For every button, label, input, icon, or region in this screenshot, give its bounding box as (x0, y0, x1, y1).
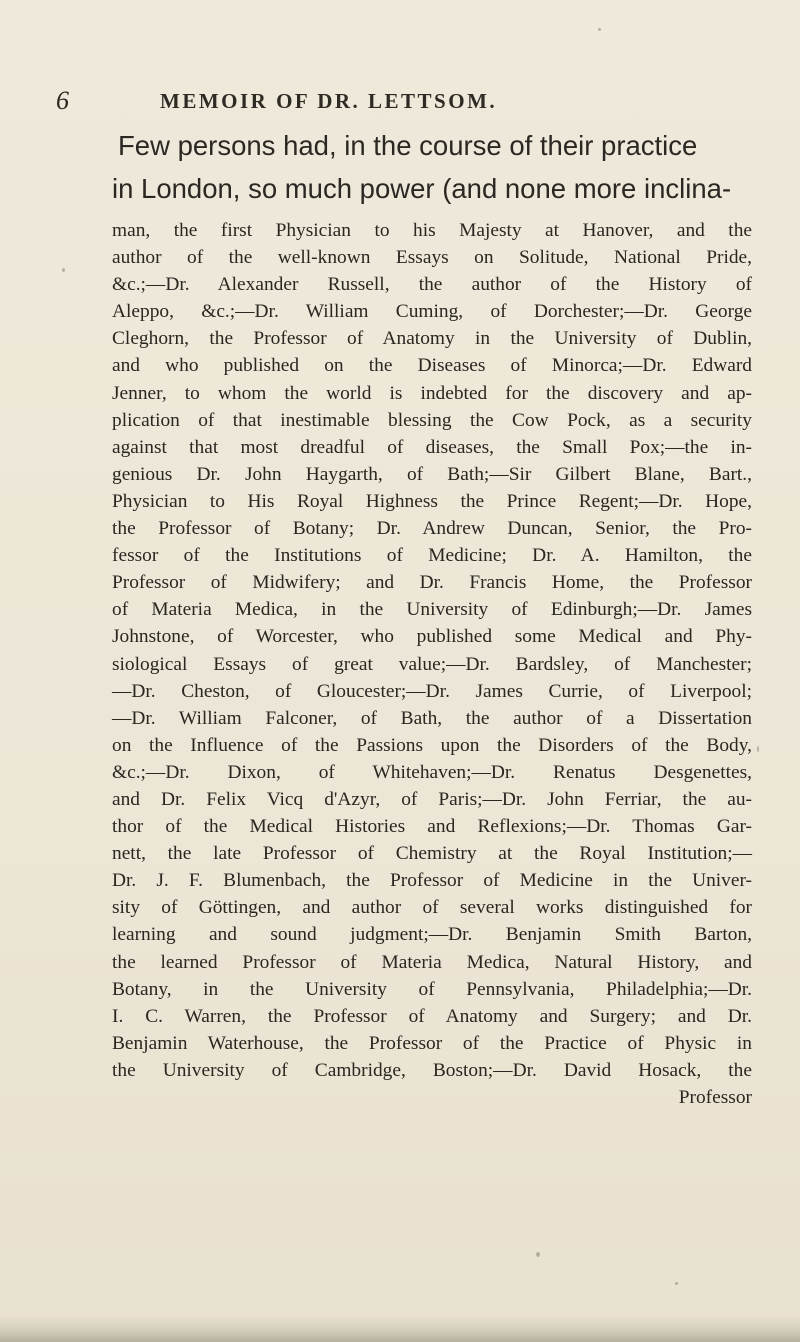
text-line: thor of the Medical Histories and Reflexions;—Dr. Thomas Gar- (112, 816, 752, 838)
text-line: —Dr. Cheston, of Gloucester;—Dr. James Currie, of Liverpool; (112, 680, 752, 702)
paper-speck (536, 1252, 540, 1257)
text-line: Professor of Midwifery; and Dr. Francis Home, the Professor (112, 572, 752, 594)
paper-speck (598, 28, 601, 31)
text-line: Dr. J. F. Blumenbach, the Professor of Medicine in the Univer- (112, 870, 752, 892)
paper-speck (675, 1282, 678, 1285)
text-line: of Materia Medica, in the University of Edinburgh;—Dr. James (112, 599, 752, 621)
text-line: Cleghorn, the Professor of Anatomy in the University of Dublin, (112, 328, 752, 350)
lead-paragraph (112, 124, 758, 210)
text-line: the University of Cambridge, Boston;—Dr. David Hosack, the (112, 1059, 752, 1081)
text-line: Botany, in the University of Pennsylvania, Philadelphia;—Dr. (112, 978, 752, 1000)
text-line: siological Essays of great value;—Dr. Bardsley, of Manchester; (112, 653, 752, 675)
text-line: —Dr. William Falconer, of Bath, the author of a Dissertation (112, 707, 752, 729)
text-line: &c.;—Dr. Dixon, of Whitehaven;—Dr. Renatus Desgenettes, (112, 761, 752, 783)
page-number: 6 (56, 86, 70, 115)
text-line: plication of that inestimable blessing the Cow Pock, as a security (112, 409, 752, 431)
lead-line: Few persons had, in the course of their practice (118, 130, 698, 161)
text-line: Aleppo, &c.;—Dr. William Cuming, of Dorchester;—Dr. George (112, 301, 752, 323)
text-line: against that most dreadful of diseases, the Small Pox;—the in- (112, 436, 752, 458)
text-line: and who published on the Diseases of Minorca;—Dr. Edward (112, 355, 752, 377)
paper-speck (62, 268, 65, 272)
page-header (56, 86, 746, 126)
text-line: Benjamin Waterhouse, the Professor of the Practice of Physic in (112, 1032, 752, 1054)
text-line: Johnstone, of Worcester, who published some Medical and Phy- (112, 626, 752, 648)
text-line: on the Influence of the Passions upon the Disorders of the Body, (112, 734, 752, 756)
running-head: MEMOIR OF DR. LETTSOM. (160, 89, 498, 113)
body-paragraph (112, 217, 752, 1111)
text-line: and Dr. Felix Vicq d'Azyr, of Paris;—Dr. John Ferriar, the au- (112, 788, 752, 810)
lead-line: in London, so much power (and none more inclina- (112, 173, 732, 204)
catchword-line: Professor (678, 1087, 752, 1108)
text-line: &c.;—Dr. Alexander Russell, the author of the History of (112, 274, 752, 296)
text-line: sity of Göttingen, and author of several works distinguished for (112, 897, 752, 919)
page-bottom-edge (0, 1316, 800, 1342)
text-line: genious Dr. John Haygarth, of Bath;—Sir Gilbert Blane, Bart., (112, 463, 752, 485)
text-line: learning and sound judgment;—Dr. Benjamin Smith Barton, (112, 924, 752, 946)
text-line: I. C. Warren, the Professor of Anatomy and Surgery; and Dr. (112, 1005, 752, 1027)
text-line: man, the first Physician to his Majesty at Hanover, and the (112, 220, 752, 241)
text-line: fessor of the Institutions of Medicine; Dr. A. Hamilton, the (112, 545, 752, 567)
text-line: author of the well-known Essays on Solitude, National Pride, (112, 247, 752, 269)
text-line: the Professor of Botany; Dr. Andrew Duncan, Senior, the Pro- (112, 518, 752, 540)
paper-speck (757, 746, 759, 752)
text-line: Physician to His Royal Highness the Prince Regent;—Dr. Hope, (112, 490, 752, 512)
text-line: Jenner, to whom the world is indebted for the discovery and ap- (112, 382, 752, 404)
text-line: nett, the late Professor of Chemistry at the Royal Institution;— (112, 843, 752, 865)
text-line: the learned Professor of Materia Medica, Natural History, and (112, 951, 752, 973)
